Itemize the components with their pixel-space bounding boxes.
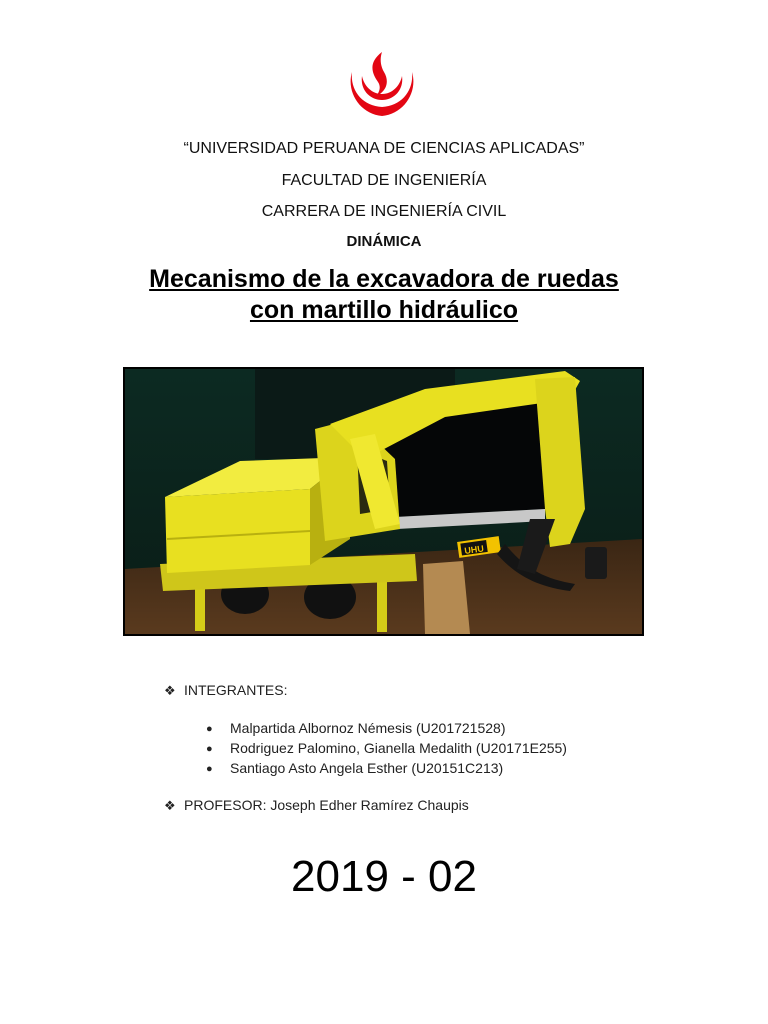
integrantes-heading [164,682,287,699]
member-item [206,760,503,776]
course-name: DINÁMICA [346,233,422,250]
integrantes-label: INTEGRANTES: [184,682,288,698]
faculty-name: FACULTAD DE INGENIERÍA [281,172,487,189]
member-name: Malpartida Albornoz Némesis (U201721528) [230,720,506,736]
title-line-2: con martillo hidráulico [249,296,519,324]
member-name: Rodriguez Palomino, Gianella Medalith (U20171E255) [230,740,567,756]
document-title [0,264,768,326]
uhu-label: UHU [463,543,485,557]
bullet-icon: ● [206,763,213,775]
bullet-icon: ● [206,743,213,755]
excavator-model-illustration [125,369,642,634]
profesor-label: PROFESOR: Joseph Edher Ramírez Chaupis [184,797,469,813]
member-name: Santiago Asto Angela Esther (U20151C213) [230,760,504,776]
title-line-1: Mecanismo de la excavadora de ruedas [149,265,619,293]
profesor-line [164,797,469,814]
career-name: CARRERA DE INGENIERÍA CIVIL [261,203,507,220]
excavator-model-photo [123,367,644,636]
diamond-bullet-icon: ❖ [164,683,176,698]
member-item [206,740,567,756]
bullet-icon: ● [206,723,213,735]
academic-period: 2019 - 02 [291,852,477,901]
member-item [206,720,505,736]
university-logo [344,50,420,118]
university-name: “UNIVERSIDAD PERUANA DE CIENCIAS APLICADAS” [183,140,585,157]
diamond-bullet-icon: ❖ [164,798,176,813]
